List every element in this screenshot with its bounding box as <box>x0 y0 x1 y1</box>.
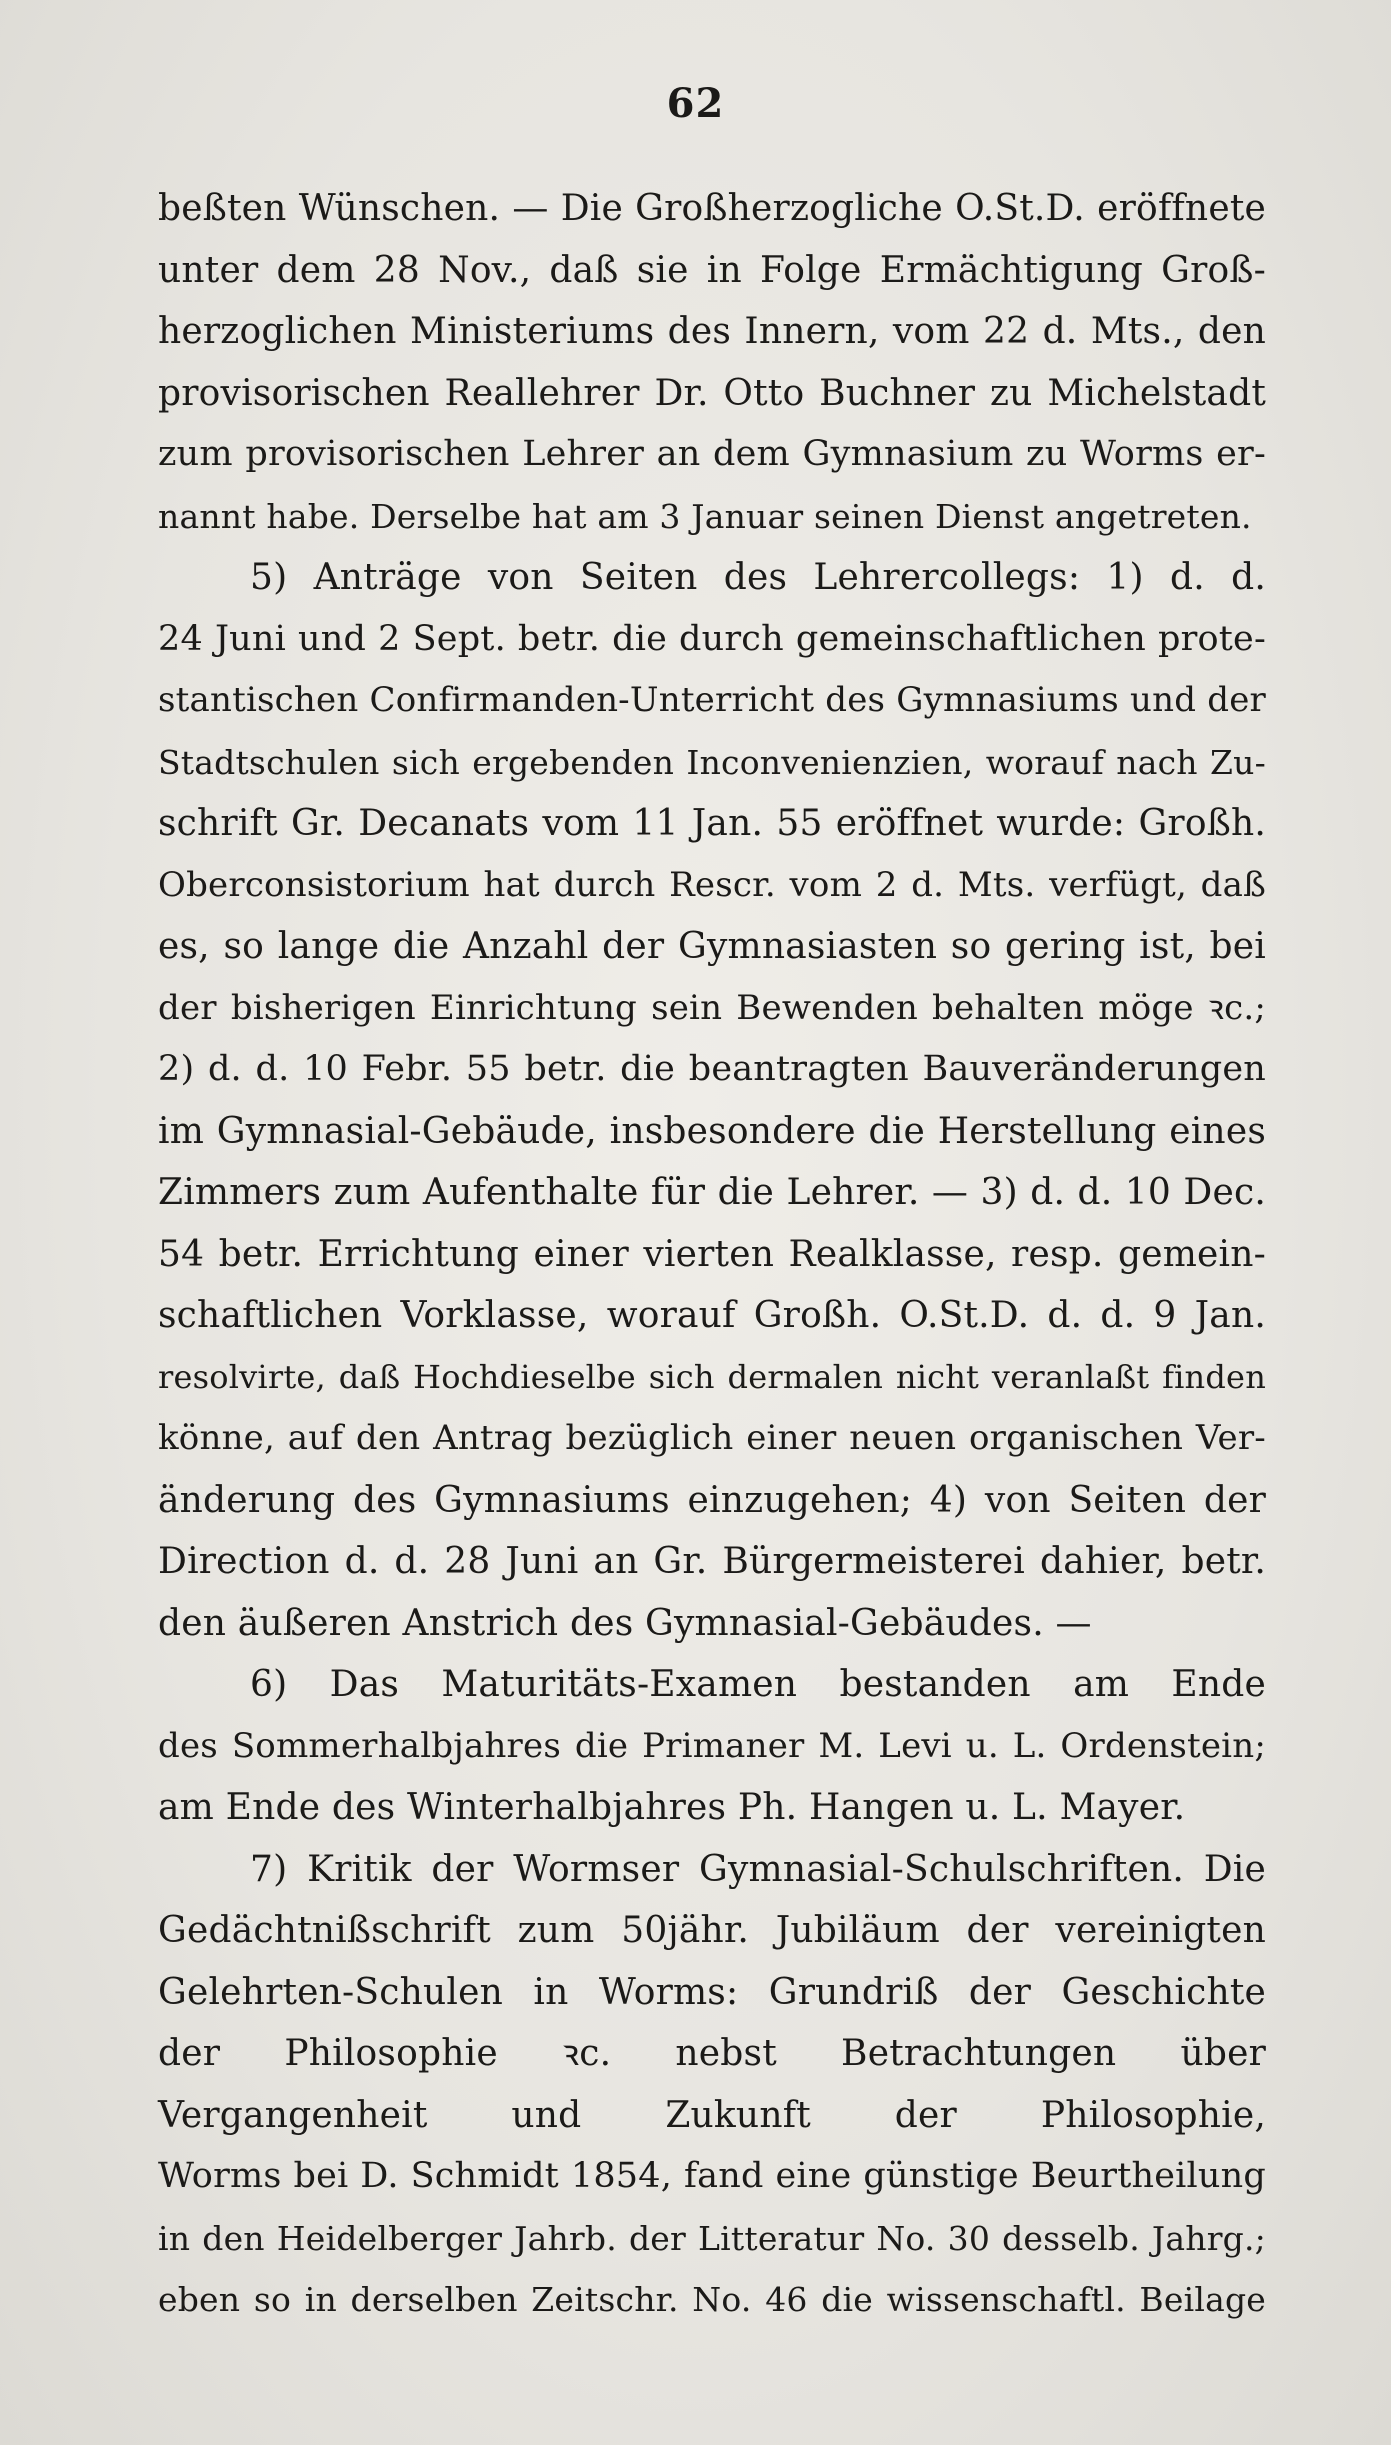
text-line: der Philosophie ꝛc. nebst Betrachtungen über <box>158 2033 1266 2074</box>
section-heading-7: 7) Kritik der Wormser Gymnasial-Schulschriften. Die <box>250 1848 1266 1890</box>
text-line: resolvirte, daß Hochdieselbe sich dermalen nicht veranlaßt finden <box>158 1357 1266 1396</box>
text-line: den äußeren Anstrich des Gymnasial-Gebäudes. — <box>158 1602 1092 1644</box>
text-line: Direction d. d. 28 Juni an Gr. Bürgermeisterei dahier, betr. <box>158 1541 1266 1582</box>
section-heading-6: 6) Das Maturitäts-Examen bestanden am Ende <box>250 1664 1266 1705</box>
text-line: Gedächtnißschrift zum 50jähr. Jubiläum der vereinigten <box>158 1910 1266 1951</box>
text-line: Gelehrten-Schulen in Worms: Grundriß der Geschichte <box>158 1971 1266 2013</box>
text-line: beßten Wünschen. — Die Großherzogliche O.St.D. eröffnete <box>158 188 1266 229</box>
text-line: am Ende des Winterhalbjahres Ph. Hangen u. L. Mayer. <box>158 1787 1186 1828</box>
text-line: des Sommerhalbjahres die Primaner M. Levi u. L. Ordenstein; <box>158 1725 1266 1766</box>
text-line: der bisherigen Einrichtung sein Bewenden behalten möge ꝛc.; <box>158 987 1266 1028</box>
text-line: Oberconsistorium hat durch Rescr. vom 2 d. Mts. verfügt, daß <box>158 864 1266 905</box>
text-line: Vergangenheit und Zukunft der Philosophie, <box>158 2094 1266 2136</box>
text-line: herzoglichen Ministeriums des Innern, vom 22 d. Mts., den <box>158 311 1266 352</box>
text-line: eben so in derselben Zeitschr. No. 46 die wissenschaftl. Beilage <box>158 2280 1266 2319</box>
section-heading-5: 5) Anträge von Seiten des Lehrercollegs: 1) d. d. <box>250 557 1266 598</box>
text-line: provisorischen Reallehrer Dr. Otto Buchner zu Michelstadt <box>158 372 1266 414</box>
body-text <box>158 178 1266 2331</box>
text-line: unter dem 28 Nov., daß sie in Folge Ermächtigung Groß- <box>158 249 1266 291</box>
text-line: 24 Juni und 2 Sept. betr. die durch gemeinschaftlichen prote- <box>158 618 1266 659</box>
page-number: 62 <box>666 80 725 127</box>
text-line: schaftlichen Vorklasse, worauf Großh. O.St.D. d. d. 9 Jan. <box>158 1295 1266 1336</box>
text-line: 54 betr. Errichtung einer vierten Realklasse, resp. gemein- <box>158 1233 1266 1275</box>
text-line: könne, auf den Antrag bezüglich einer neuen organischen Ver- <box>158 1418 1266 1458</box>
text-line: schrift Gr. Decanats vom 11 Jan. 55 eröffnet wurde: Großh. <box>158 803 1266 844</box>
text-line: in den Heidelberger Jahrb. der Litteratur No. 30 desselb. Jahrg.; <box>158 2218 1266 2258</box>
text-line: Stadtschulen sich ergebenden Inconvenienzien, worauf nach Zu- <box>158 742 1266 782</box>
text-line: nannt habe. Derselbe hat am 3 Januar seinen Dienst angetreten. <box>158 496 1252 536</box>
text-line: stantischen Confirmanden-Unterricht des Gymnasiums und der <box>158 680 1266 720</box>
text-line: 2) d. d. 10 Febr. 55 betr. die beantragten Bauveränderungen <box>158 1049 1266 1089</box>
text-line: Worms bei D. Schmidt 1854, fand eine günstige Beurtheilung <box>158 2156 1266 2196</box>
text-line: änderung des Gymnasiums einzugehen; 4) von Seiten der <box>158 1479 1266 1521</box>
text-line: Zimmers zum Aufenthalte für die Lehrer. — 3) d. d. 10 Dec. <box>158 1172 1266 1213</box>
text-line: im Gymnasial-Gebäude, insbesondere die Herstellung eines <box>158 1110 1266 1152</box>
text-line: es, so lange die Anzahl der Gymnasiasten so gering ist, bei <box>158 926 1266 967</box>
text-line: zum provisorischen Lehrer an dem Gymnasium zu Worms er- <box>158 434 1266 474</box>
